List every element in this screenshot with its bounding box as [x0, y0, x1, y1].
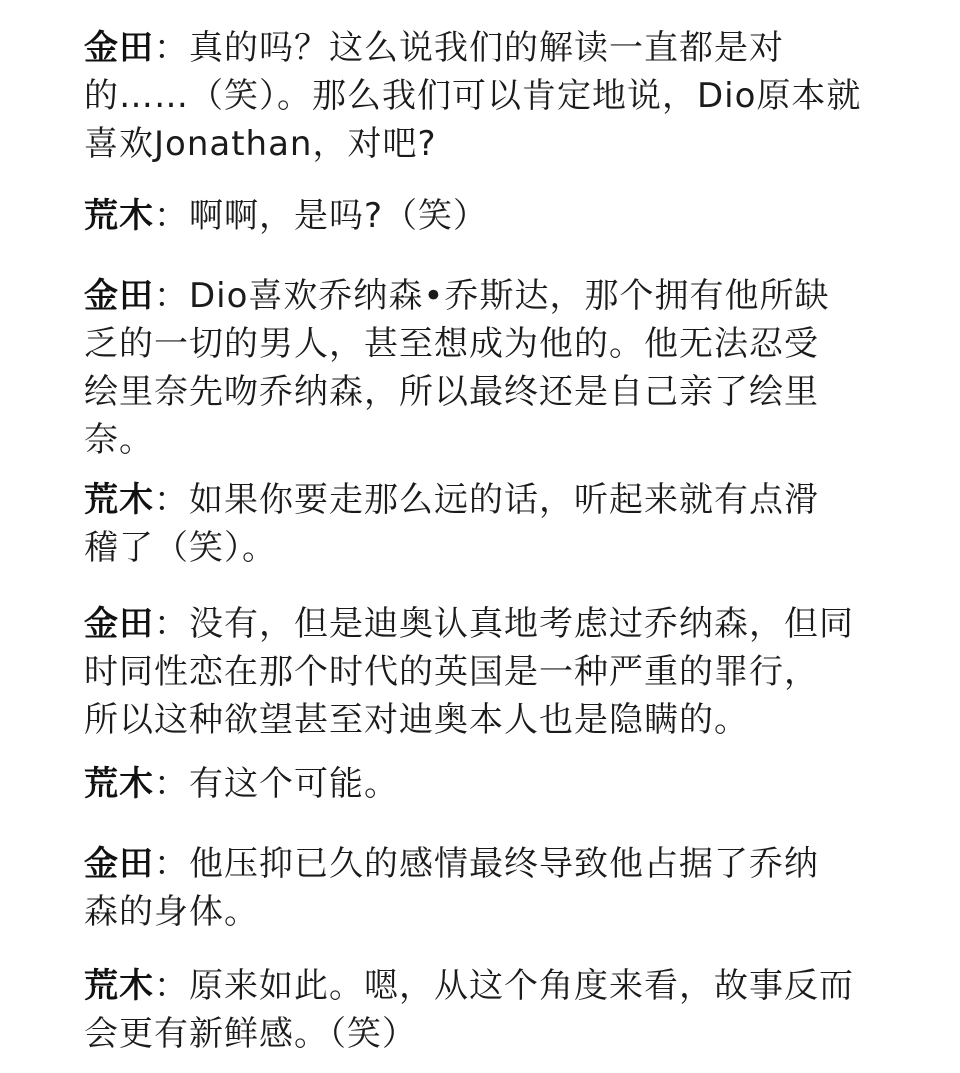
- speaker-name: 金田: [84, 604, 154, 644]
- speaker-name: 金田: [84, 844, 154, 884]
- speaker-separator: ：: [154, 844, 189, 884]
- dialogue-line: 乏的一切的男人，甚至想成为他的。他无法忍受: [84, 324, 819, 364]
- dialogue-line: [84, 760, 884, 808]
- speaker-separator: ：: [154, 480, 189, 520]
- dialogue-line: 时同性恋在那个时代的英国是一种严重的罪行，: [84, 652, 819, 692]
- dialogue-line: 的……（笑）。那么我们可以肯定地说，Dio原本就: [84, 76, 862, 116]
- dialogue-entry-8: [84, 962, 884, 1058]
- dialogue-text: Dio喜欢乔纳森•乔斯达，那个拥有他所缺: [189, 276, 830, 316]
- dialogue-line: [84, 272, 884, 320]
- dialogue-text: 原来如此。嗯，从这个角度来看，故事反而: [189, 966, 854, 1006]
- dialogue-entry-7: [84, 840, 884, 936]
- speaker-separator: ：: [154, 764, 189, 804]
- speaker-name: 金田: [84, 276, 154, 316]
- dialogue-line: 会更有新鲜感。（笑）: [84, 1014, 417, 1054]
- speaker-separator: ：: [154, 966, 189, 1006]
- speaker-name: 金田: [84, 28, 154, 68]
- dialogue-line: 所以这种欲望甚至对迪奥本人也是隐瞒的。: [84, 700, 749, 740]
- dialogue-text: 他压抑已久的感情最终导致他占据了乔纳: [189, 844, 819, 884]
- speaker-name: 荒木: [84, 196, 154, 236]
- dialogue-entry-6: [84, 760, 884, 808]
- dialogue-line: [84, 962, 884, 1010]
- dialogue-entry-1: [84, 24, 884, 168]
- dialogue-line: [84, 840, 884, 888]
- dialogue-line: 喜欢Jonathan，对吧?: [84, 124, 437, 164]
- dialogue-text: 如果你要走那么远的话，听起来就有点滑: [189, 480, 819, 520]
- dialogue-entry-3: [84, 272, 884, 464]
- dialogue-line: 稽了（笑）。: [84, 528, 277, 568]
- speaker-separator: ：: [154, 604, 189, 644]
- dialogue-line: [84, 600, 884, 648]
- dialogue-line: 奈。: [84, 420, 154, 460]
- dialogue-text: 有这个可能。: [189, 764, 399, 804]
- dialogue-line: [84, 24, 884, 72]
- speaker-name: 荒木: [84, 966, 154, 1006]
- dialogue-text: 真的吗？这么说我们的解读一直都是对: [189, 28, 784, 68]
- dialogue-line: [84, 476, 884, 524]
- dialogue-entry-2: [84, 192, 884, 240]
- dialogue-text: 啊啊，是吗?（笑）: [189, 196, 489, 236]
- dialogue-text: 没有，但是迪奥认真地考虑过乔纳森，但同: [189, 604, 854, 644]
- speaker-name: 荒木: [84, 764, 154, 804]
- dialogue-line: [84, 192, 884, 240]
- dialogue-line: 森的身体。: [84, 892, 259, 932]
- speaker-separator: ：: [154, 196, 189, 236]
- dialogue-entry-5: [84, 600, 884, 744]
- dialogue-line: 绘里奈先吻乔纳森，所以最终还是自己亲了绘里: [84, 372, 819, 412]
- speaker-name: 荒木: [84, 480, 154, 520]
- speaker-separator: ：: [154, 28, 189, 68]
- dialogue-entry-4: [84, 476, 884, 572]
- speaker-separator: ：: [154, 276, 189, 316]
